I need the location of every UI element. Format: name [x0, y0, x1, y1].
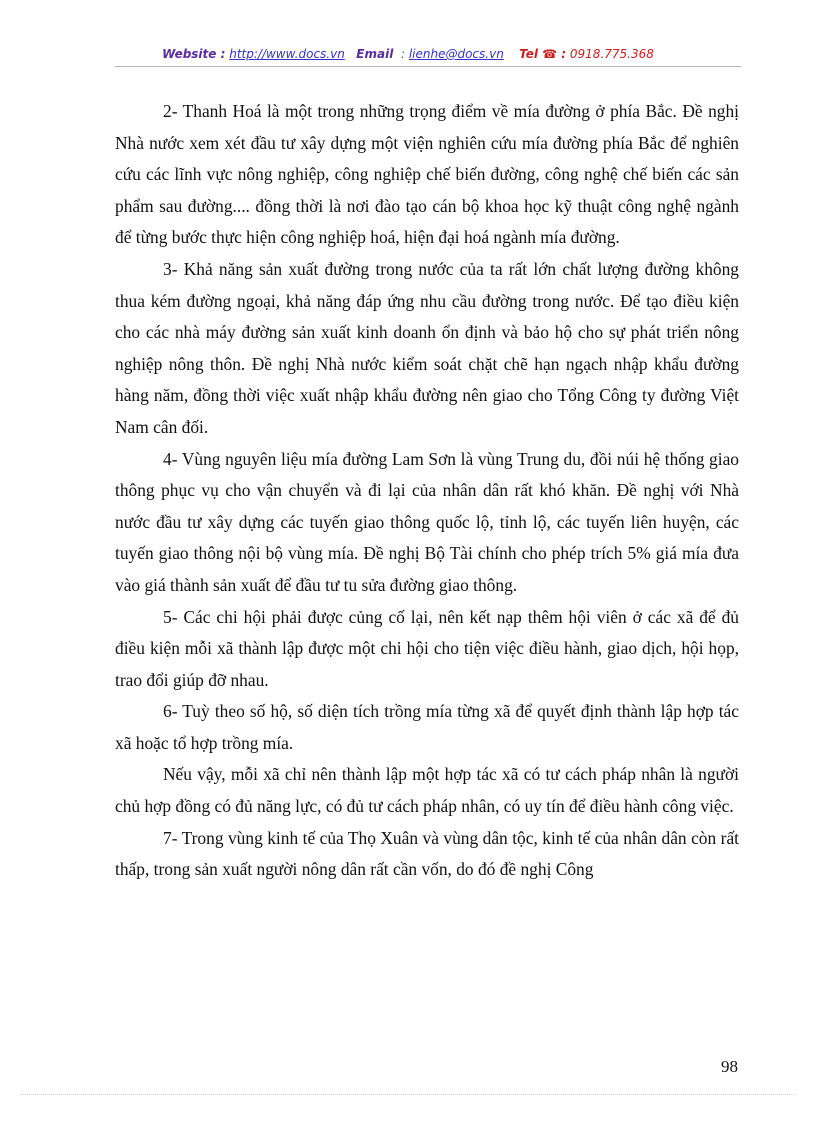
tel-label: Tel ☎ : [519, 47, 567, 61]
header-divider [115, 66, 741, 67]
paragraph-2: 2- Thanh Hoá là một trong những trọng điểm về mía đường ở phía Bắc. Đề nghị Nhà nước xem xét đầu tư xây dựng một viện nghiên cứu mía đường phía Bắc để nghiên cứu các lĩnh vực nông nghiệp, công nghiệp chế biến đường, công nghệ chế biến các sản phẩm sau đường.... đồng thời là nơi đào tạo cán bộ khoa học kỹ thuật công nghệ ngành để từng bước thực hiện công nghiệp hoá, hiện đại hoá ngành mía đường. [115, 101, 739, 248]
paragraph-7: 7- Trong vùng kinh tế của Thọ Xuân và vùng dân tộc, kinh tế của nhân dân còn rất thấp, trong sản xuất người nông dân rất cần vốn, do đó đề nghị Công [115, 827, 739, 880]
email-link[interactable]: lienhe@docs.vn [408, 47, 504, 61]
website-link[interactable]: http://www.docs.vn [229, 47, 345, 61]
email-label: Email [356, 47, 394, 61]
paragraph-6-note: Nếu vậy, mỗi xã chỉ nên thành lập một hợp tác xã có tư cách pháp nhân là người chủ hợp đồng có đủ năng lực, có đủ tư cách pháp nhân, có uy tín để điều hành công việc. [115, 764, 739, 817]
document-body [115, 96, 739, 886]
paragraph-4: 4- Vùng nguyên liệu mía đường Lam Sơn là vùng Trung du, đồi núi hệ thống giao thông phục vụ cho vận chuyển và đi lại của nhân dân rất khó khăn. Đề nghị với Nhà nước đầu tư xây dựng các tuyến giao thông quốc lộ, tỉnh lộ, các tuyến liên huyện, các tuyến giao thông nội bộ vùng mía. Đề nghị Bộ Tài chính cho phép trích 5% giá mía đưa vào giá thành sản xuất để đầu tư tu sửa đường giao thông. [115, 448, 739, 595]
page-number: 98 [721, 1057, 738, 1076]
paragraph-6: 6- Tuỳ theo số hộ, số diện tích trồng mía từng xã để quyết định thành lập hợp tác xã hoặc tổ hợp trồng mía. [115, 701, 739, 753]
page-header [0, 47, 816, 61]
paragraph-3: 3- Khả năng sản xuất đường trong nước của ta rất lớn chất lượng đường không thua kém đường ngoại, khả năng đáp ứng nhu cầu đường trong nước. Để tạo điều kiện cho các nhà máy đường sản xuất kinh doanh ổn định và bảo hộ cho sự phát triển nông nghiệp nông thôn. Đề nghị Nhà nước kiểm soát chặt chẽ hạn ngạch nhập khẩu đường hàng năm, đồng thời việc xuất nhập khẩu đường nên giao cho Tổng Công ty đường Việt Nam cân đối. [115, 258, 739, 437]
paragraph-5: 5- Các chi hội phải được củng cố lại, nên kết nạp thêm hội viên ở các xã để đủ điều kiện mỗi xã thành lập được một chi hội cho tiện việc điều hành, giao dịch, hội họp, trao đổi giúp đỡ nhau. [115, 606, 739, 690]
footer-divider [20, 1094, 796, 1095]
email-separator: : [400, 47, 405, 61]
website-label: Website : [162, 47, 226, 61]
tel-number: 0918.775.368 [569, 47, 654, 61]
